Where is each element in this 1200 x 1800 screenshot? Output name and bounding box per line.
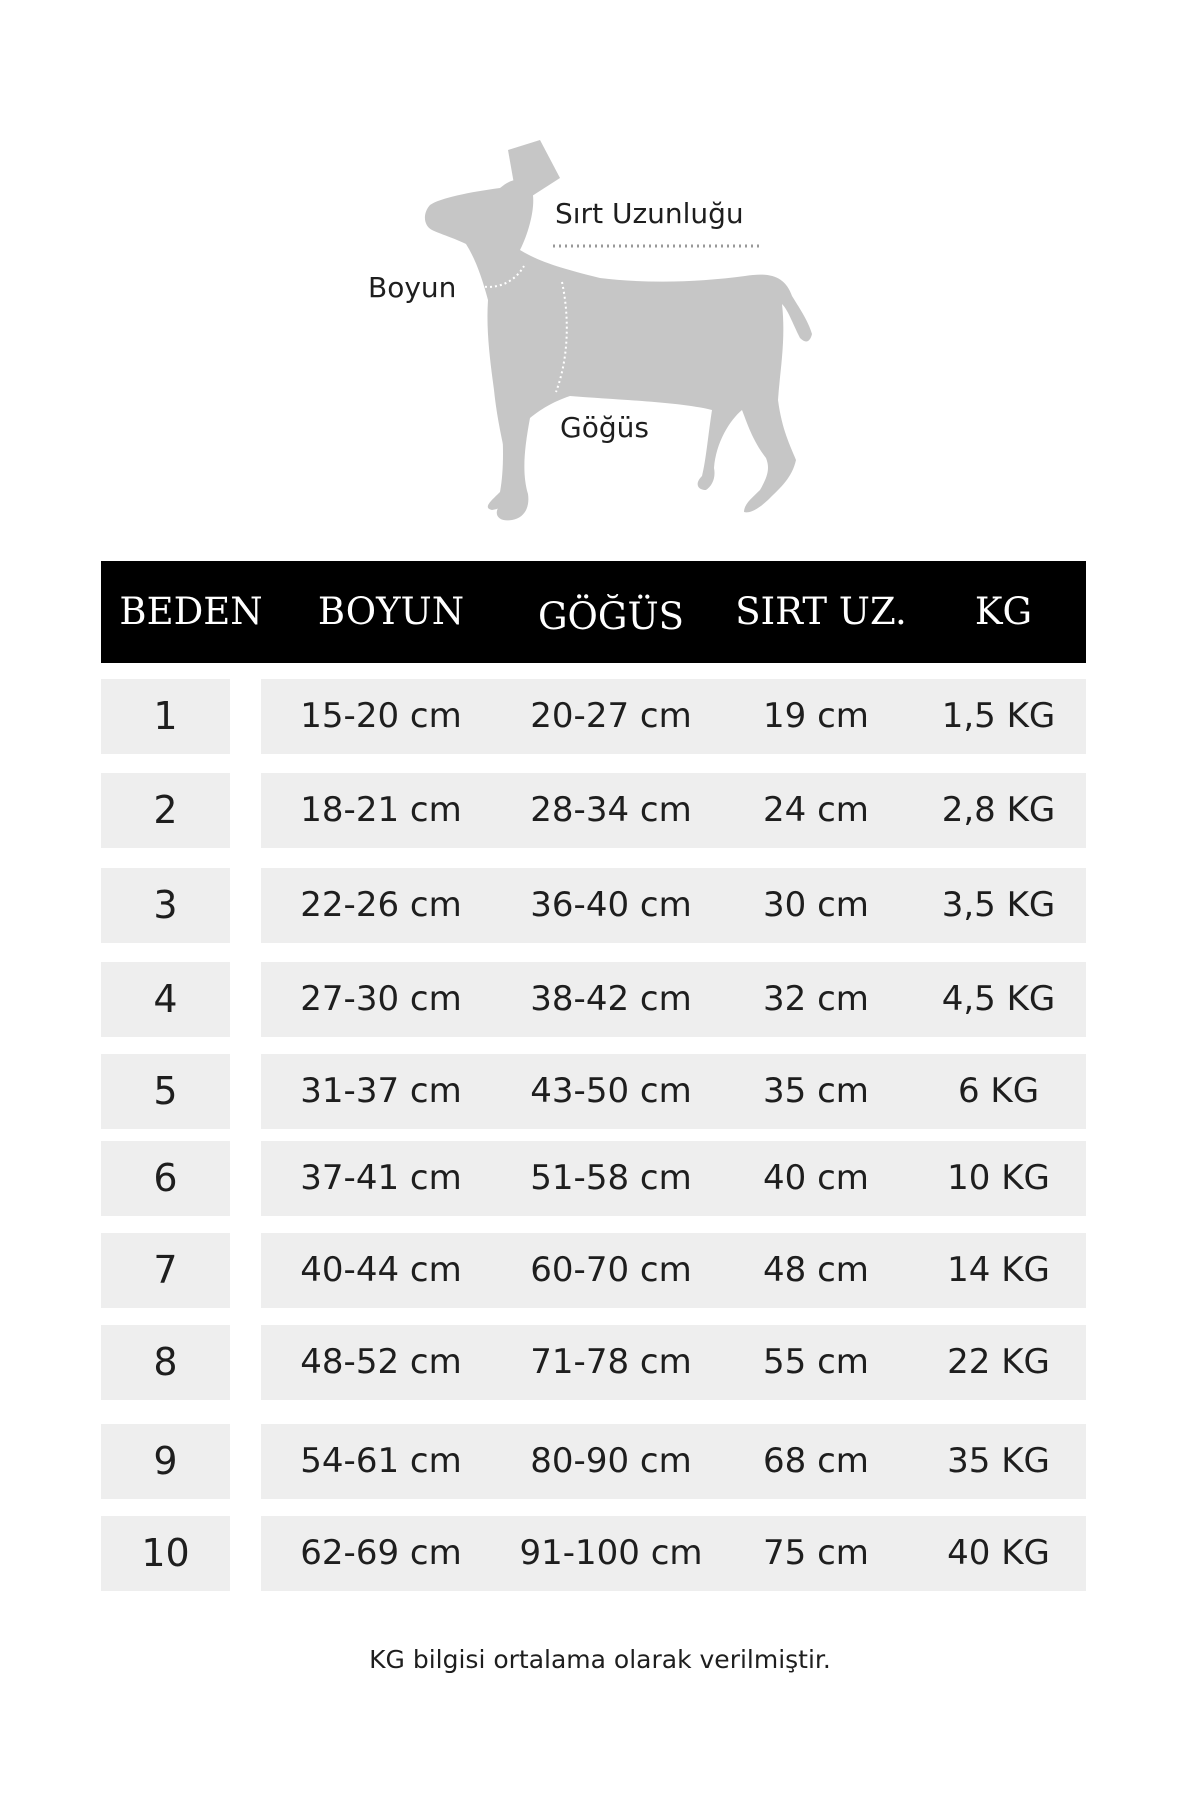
size-cell: 6 [101,1141,230,1216]
kg-cell: 14 KG [947,1250,1050,1290]
neck-cell: 18-21 cm [300,790,462,830]
size-cell: 8 [101,1325,230,1400]
back-length-cell: 32 cm [763,979,869,1019]
chest-cell: 38-42 cm [530,979,692,1019]
neck-cell: 15-20 cm [300,696,462,736]
kg-cell: 3,5 KG [941,885,1056,925]
table-row [101,1424,1086,1499]
measurement-band [261,1141,1086,1216]
measurement-band [261,1054,1086,1129]
back-length-cell: 68 cm [763,1441,869,1481]
neck-cell: 27-30 cm [300,979,462,1019]
back-length-label: Sırt Uzunluğu [555,197,744,230]
measurement-band [261,962,1086,1037]
measurement-band [261,1516,1086,1591]
kg-cell: 35 KG [947,1441,1050,1481]
kg-cell: 6 KG [957,1071,1040,1111]
size-cell: 5 [101,1054,230,1129]
chest-cell: 80-90 cm [530,1441,692,1481]
size-cell: 10 [101,1516,230,1591]
dog-measurement-figure [0,0,1200,560]
chest-cell: 71-78 cm [530,1342,692,1382]
chest-cell: 91-100 cm [519,1533,703,1573]
measurement-band [261,773,1086,848]
table-header [101,561,1086,663]
kg-cell: 2,8 KG [941,790,1056,830]
back-length-cell: 48 cm [763,1250,869,1290]
table-row [101,1325,1086,1400]
dog-silhouette-icon [0,0,1200,560]
kg-cell: 4,5 KG [941,979,1056,1019]
measurement-band [261,679,1086,754]
back-length-cell: 19 cm [763,696,869,736]
measurement-band [261,1233,1086,1308]
neck-cell: 22-26 cm [300,885,462,925]
back-length-cell: 24 cm [763,790,869,830]
size-cell: 3 [101,868,230,943]
measurement-band [261,868,1086,943]
chest-cell: 28-34 cm [530,790,692,830]
header-kg: KG [974,590,1033,633]
table-row [101,1233,1086,1308]
chest-label: Göğüs [560,411,649,444]
table-row [101,679,1086,754]
table-row [101,1516,1086,1591]
header-neck: BOYUN [317,590,465,633]
chest-cell: 20-27 cm [530,696,692,736]
chest-cell: 43-50 cm [530,1071,692,1111]
kg-cell: 10 KG [947,1158,1050,1198]
measurement-band [261,1424,1086,1499]
measurement-band [261,1325,1086,1400]
size-cell: 2 [101,773,230,848]
neck-cell: 62-69 cm [300,1533,462,1573]
size-cell: 1 [101,679,230,754]
back-length-cell: 40 cm [763,1158,869,1198]
chest-cell: 51-58 cm [530,1158,692,1198]
chest-cell: 36-40 cm [530,885,692,925]
back-length-cell: 55 cm [763,1342,869,1382]
back-length-cell: 75 cm [763,1533,869,1573]
header-size: BEDEN [119,590,263,633]
neck-cell: 40-44 cm [300,1250,462,1290]
size-cell: 4 [101,962,230,1037]
neck-cell: 54-61 cm [300,1441,462,1481]
table-row [101,773,1086,848]
neck-cell: 31-37 cm [300,1071,462,1111]
size-chart-table [101,561,1086,1575]
kg-cell: 22 KG [947,1342,1050,1382]
chest-cell: 60-70 cm [530,1250,692,1290]
neck-label: Boyun [368,271,457,304]
table-row [101,868,1086,943]
neck-cell: 37-41 cm [300,1158,462,1198]
neck-cell: 48-52 cm [300,1342,462,1382]
back-length-cell: 30 cm [763,885,869,925]
size-cell: 9 [101,1424,230,1499]
table-row [101,1054,1086,1129]
size-cell: 7 [101,1233,230,1308]
table-row [101,1141,1086,1216]
header-back-length: SIRT UZ. [735,590,907,633]
kg-cell: 40 KG [947,1533,1050,1573]
kg-cell: 1,5 KG [941,696,1056,736]
back-length-cell: 35 cm [763,1071,869,1111]
footnote: KG bilgisi ortalama olarak verilmiştir. [369,1645,831,1674]
header-chest: GÖĞÜS [538,595,684,638]
table-row [101,962,1086,1037]
